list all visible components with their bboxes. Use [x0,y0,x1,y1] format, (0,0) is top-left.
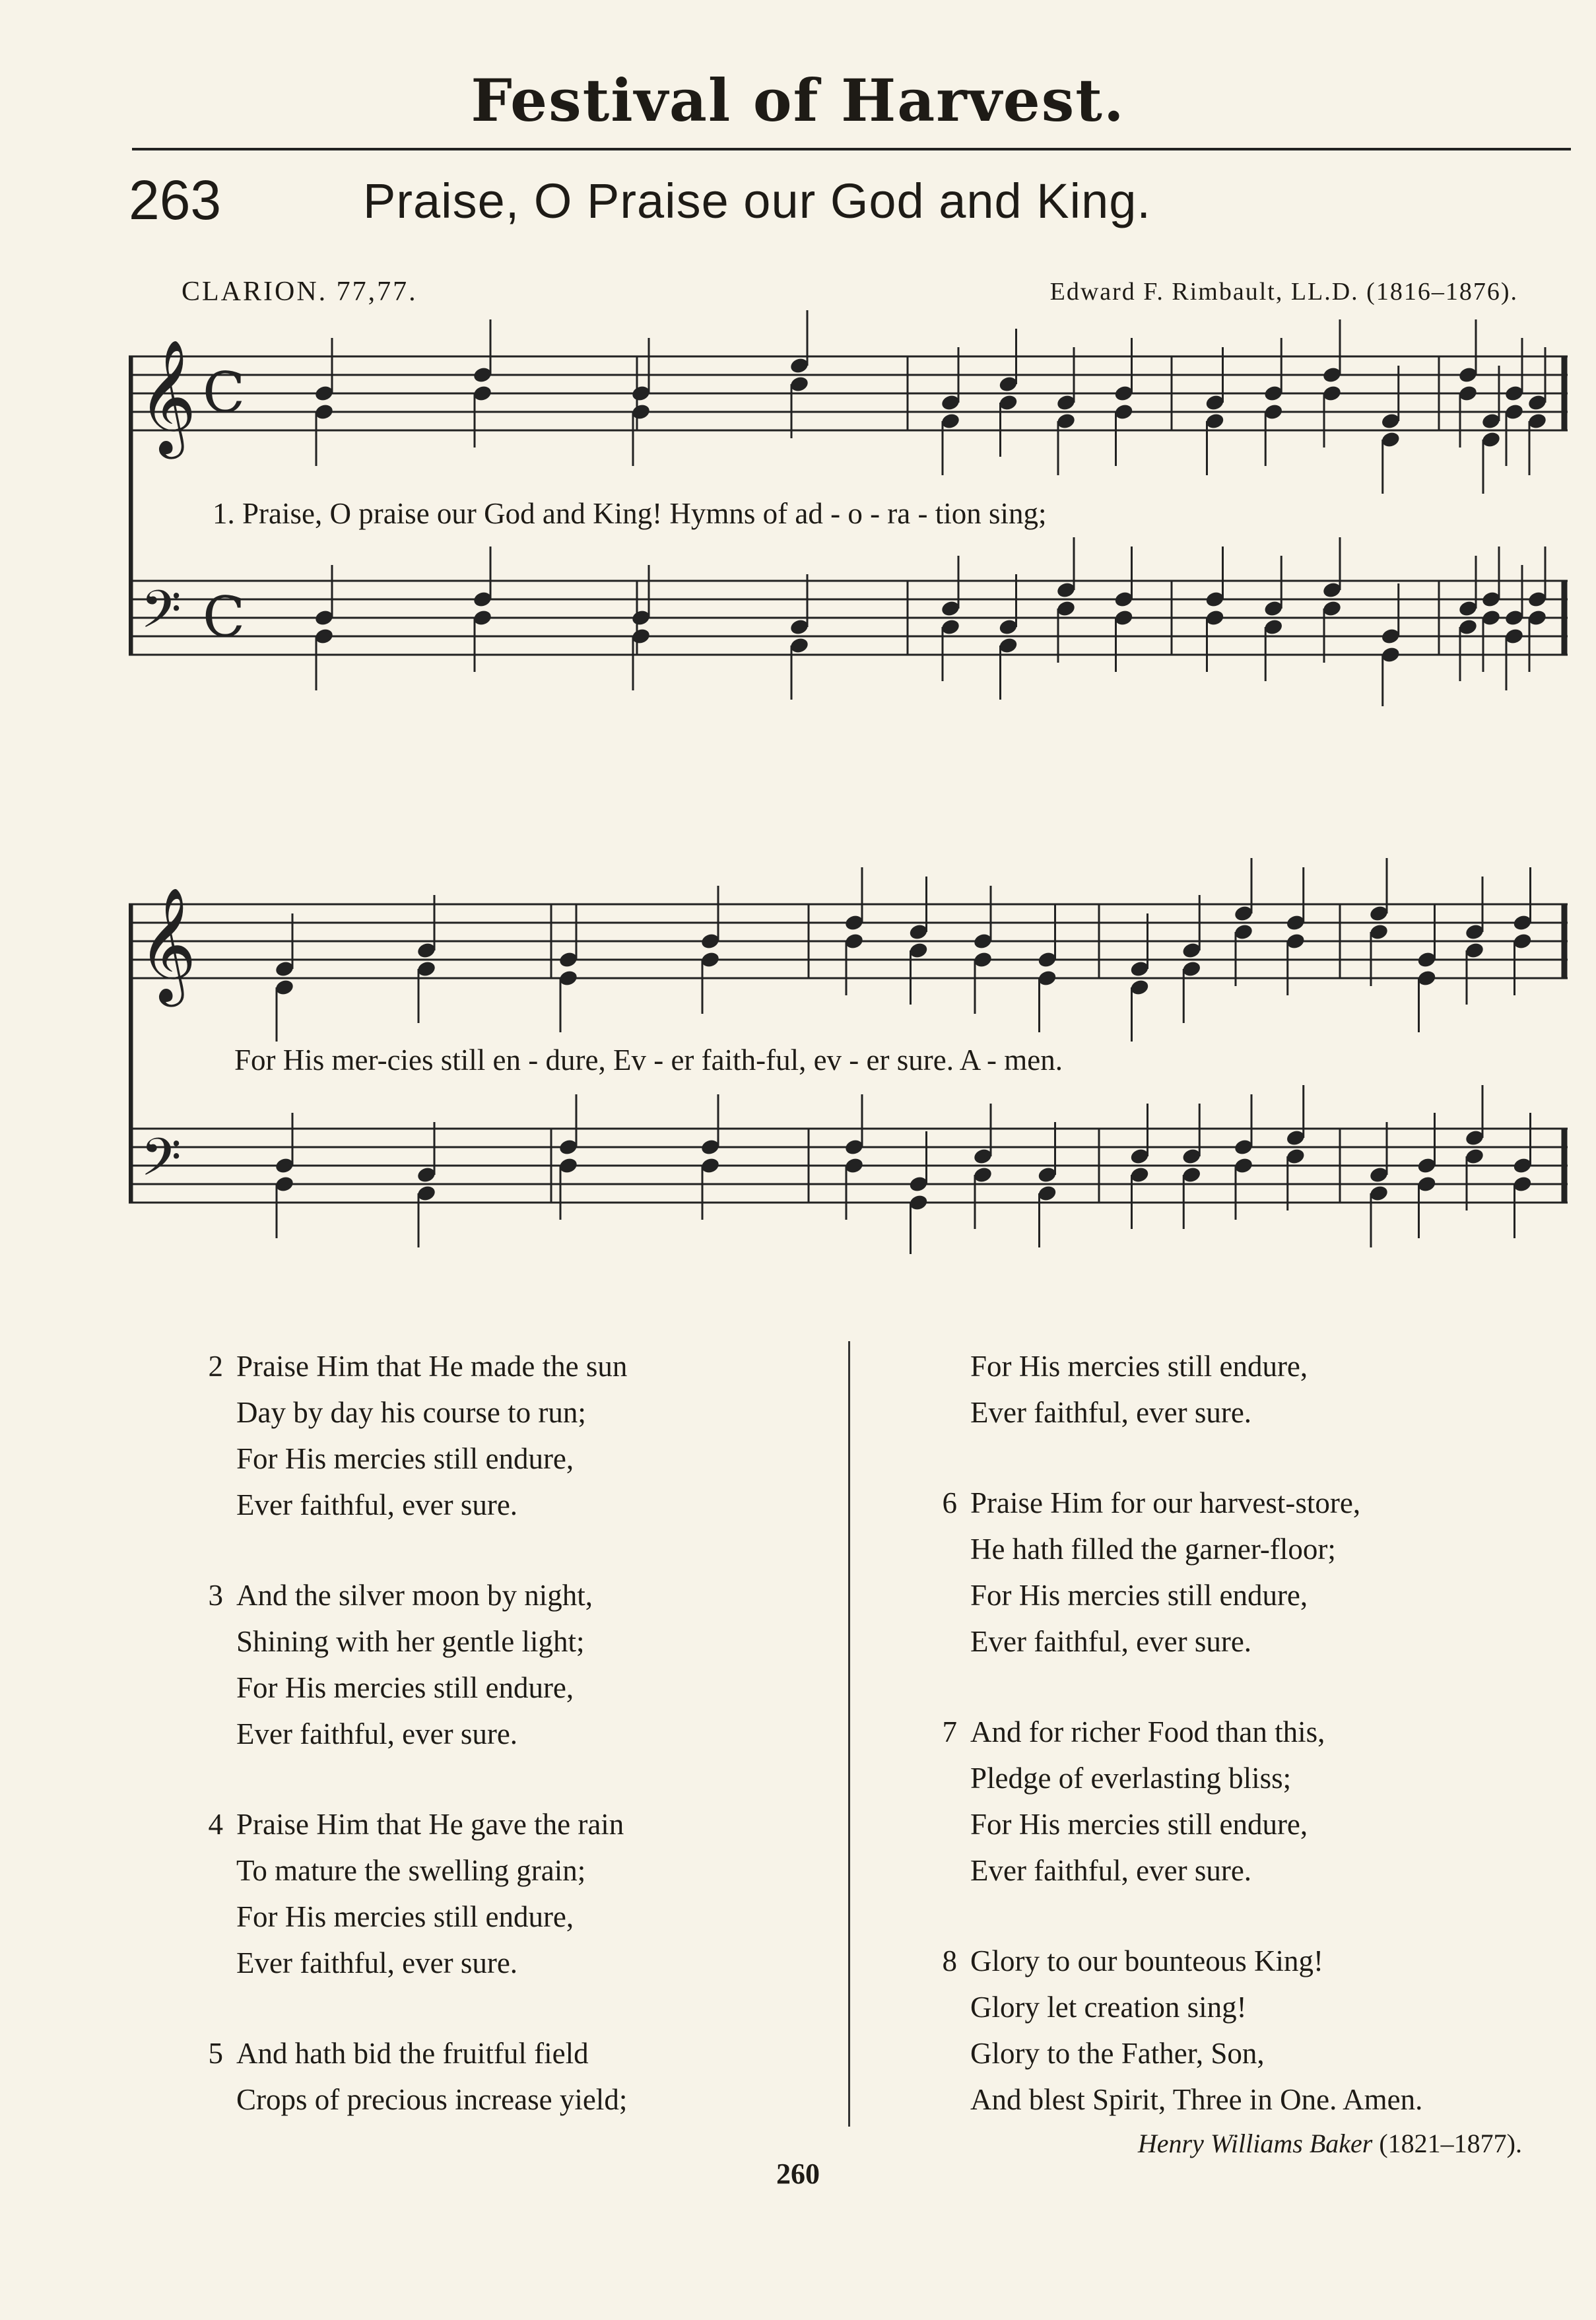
verse-line: For His mercies still endure, [970,1579,1308,1612]
verse-line: Shining with her gentle light; [236,1625,585,1658]
verse-line: And the silver moon by night, [236,1579,593,1612]
running-head: Festival of Harvest. [471,66,1125,135]
verse-2 [185,1343,845,1528]
verse-line: Ever faithful, ever sure. [970,1854,1252,1887]
verse-line: Glory to our bounteous King! [970,1944,1323,1977]
verse-6 [919,1480,1579,1665]
verse-line: Praise Him that He gave the rain [236,1808,624,1841]
verse-line: Praise Him that He made the sun [236,1350,628,1383]
verse-7 [919,1709,1579,1894]
author-credit [1138,2128,1522,2159]
verse-number: 3 [208,1579,223,1612]
verse-line: He hath filled the garner-floor; [970,1533,1336,1566]
bass-clef: 𝄢 [141,1127,182,1201]
treble-clef: 𝄞 [138,339,197,454]
bass-clef: 𝄢 [141,579,182,653]
tune-name: CLARION. 77,77. [182,277,418,307]
page-number: 260 [776,2158,820,2190]
verse-number: 7 [942,1715,957,1748]
verse-5-continued [919,1343,1579,1436]
verse-line: Glory let creation sing! [970,1991,1247,2024]
verse-number: 6 [942,1486,957,1519]
verse-line: Ever faithful, ever sure. [236,1946,518,1979]
verses-left-column [185,1343,845,2123]
verse-line: To mature the swelling grain; [236,1854,586,1887]
verse-line: For His mercies still endure, [236,1671,574,1704]
verse-line: For His mercies still endure, [236,1442,574,1475]
time-signature: C [203,360,246,425]
verse-line: And for richer Food than this, [970,1715,1325,1748]
verses-right-column [919,1343,1579,2123]
verse-line: For His mercies still endure, [970,1808,1308,1841]
verse-line: Pledge of everlasting bliss; [970,1762,1292,1795]
author-name: Henry Williams Baker [1137,2129,1373,2158]
column-divider [848,1341,850,2127]
verse-line: Ever faithful, ever sure. [236,1488,518,1521]
verse-line: Crops of precious increase yield; [236,2083,628,2116]
verse-line: And blest Spirit, Three in One. Amen. [970,2083,1423,2116]
verse-line: For His mercies still endure, [236,1900,574,1933]
verse-3 [185,1572,845,1757]
verse-number: 8 [942,1944,957,1977]
verse-line: Praise Him for our harvest-store, [970,1486,1361,1519]
time-signature: C [203,585,246,649]
verse-number: 4 [208,1808,223,1841]
verse-5 [185,2030,845,2123]
verse-line: Ever faithful, ever sure. [970,1396,1252,1429]
hymn-title: Praise, O Praise our God and King. [363,174,1151,228]
verse-line: Glory to the Father, Son, [970,2037,1265,2070]
verse-4 [185,1801,845,1986]
verse-number: 5 [208,2037,223,2070]
verse-8 [919,1938,1579,2123]
composer-credit: Edward F. Rimbault, LL.D. (1816–1876). [1049,278,1518,306]
verse-line: Ever faithful, ever sure. [970,1625,1252,1658]
verse-line: And hath bid the fruitful field [236,2037,589,2070]
verse-number: 2 [208,1350,223,1383]
lyrics-line-1: 1. Praise, O praise our God and King! Hymns of ad - o - ra - tion sing; [213,497,1047,530]
treble-clef: 𝄞 [138,887,197,1002]
verse-line: Ever faithful, ever sure. [236,1717,518,1750]
header-rule [132,148,1571,150]
lyrics-line-2: For His mer-cies still en - dure, Ev - er faith-ful, ev - er sure. A - men. [234,1044,1063,1077]
author-dates: (1821–1877). [1379,2129,1522,2158]
verse-line: For His mercies still endure, [970,1350,1308,1383]
hymn-number: 263 [129,169,222,231]
verse-line: Day by day his course to run; [236,1396,586,1429]
